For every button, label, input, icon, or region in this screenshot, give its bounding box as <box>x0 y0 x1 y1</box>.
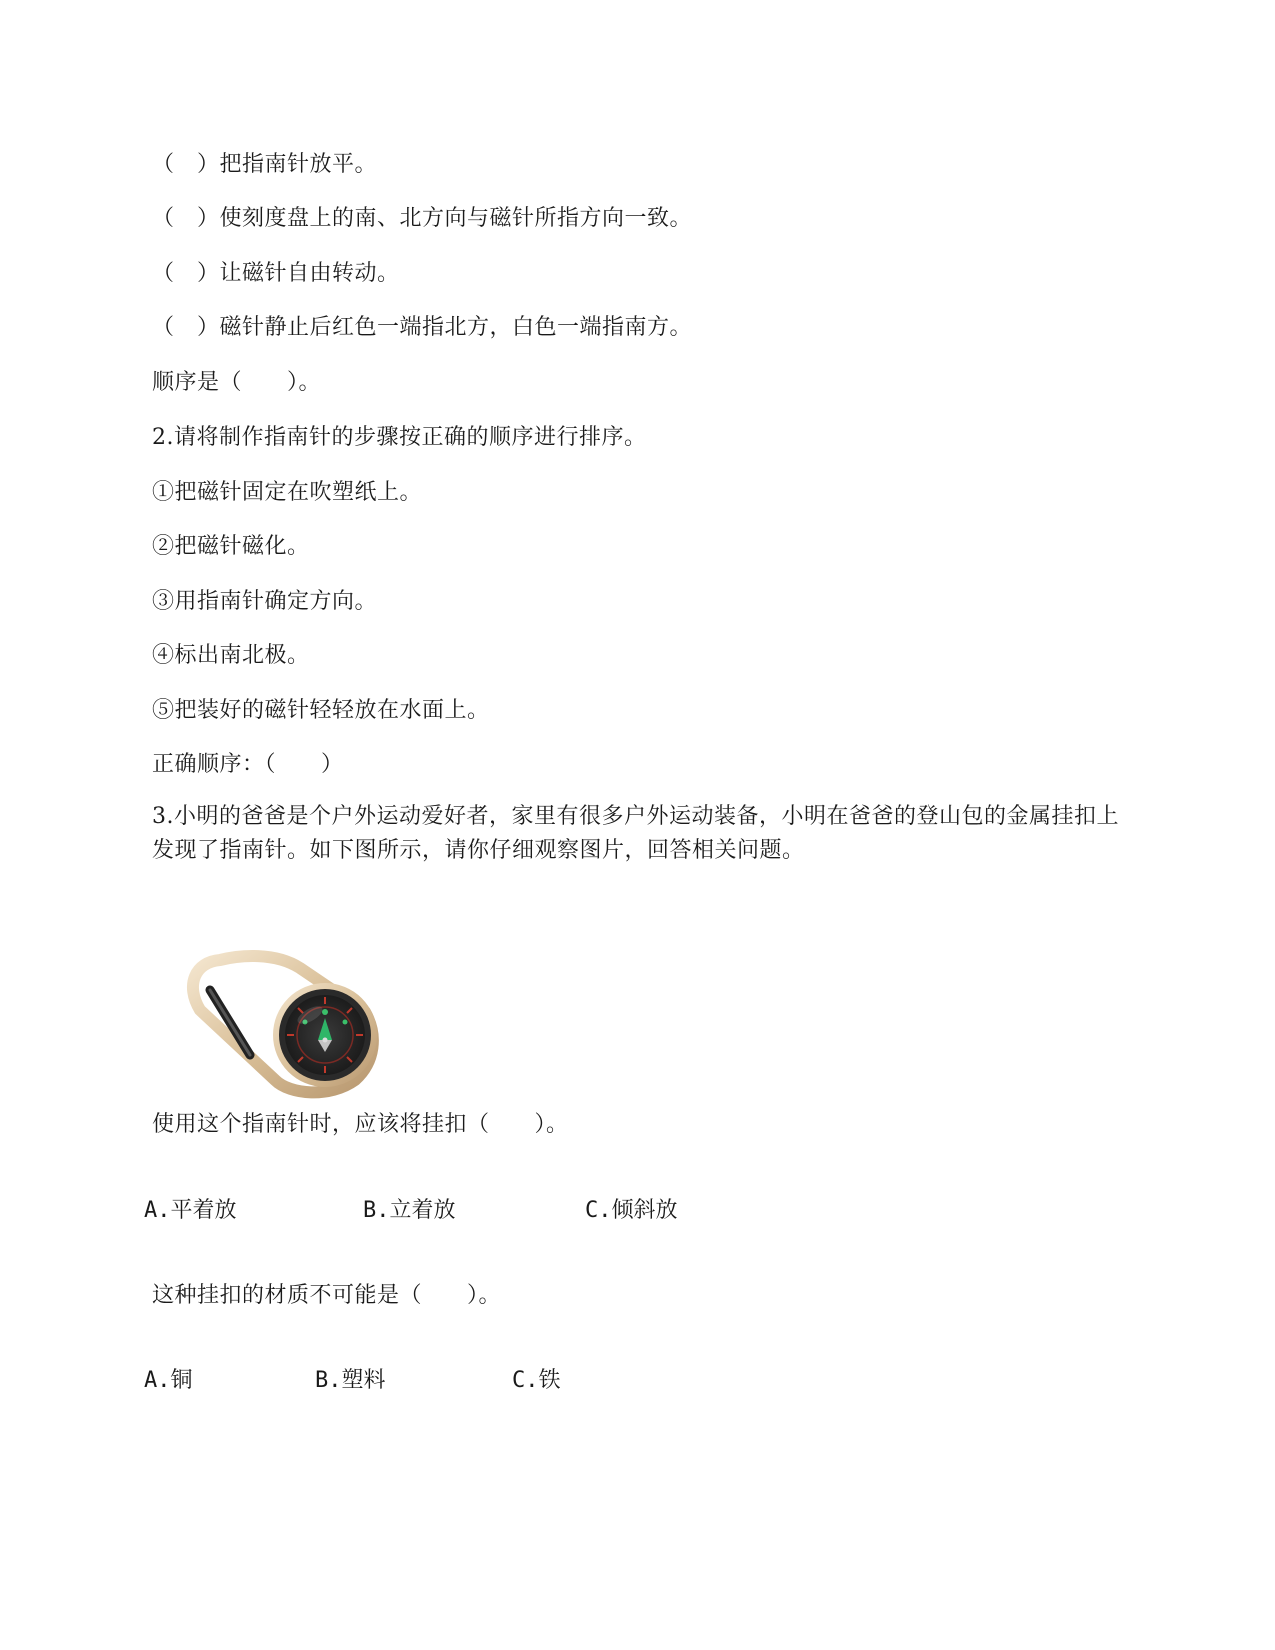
q2-order-prompt: 正确顺序：（ ） <box>152 752 344 777</box>
q3-question: 3.小明的爸爸是个户外运动爱好者，家里有很多户外运动装备，小明在爸爸的登山包的金属挂扣上发现了指南针。如下图所示，请你仔细观察图片，回答相关问题。 <box>152 804 1119 863</box>
q2-question: 2.请将制作指南针的步骤按正确的顺序进行排序。 <box>152 425 647 450</box>
q2-step-4: ④标出南北极。 <box>152 643 310 668</box>
q3-sub2-option-a: A.铜 <box>144 1368 193 1393</box>
carabiner-compass-image <box>180 940 390 1100</box>
q3-sub1-option-b: B.立着放 <box>363 1198 456 1223</box>
q3-sub1-option-a: A.平着放 <box>144 1198 237 1223</box>
q2-step-2: ②把磁针磁化。 <box>152 534 310 559</box>
q3-sub2-option-b: B.塑料 <box>315 1368 386 1393</box>
q1-step-2: （ ）使刻度盘上的南、北方向与磁针所指方向一致。 <box>152 206 693 231</box>
q1-step-3: （ ）让磁针自由转动。 <box>152 261 400 286</box>
q3-sub1-option-c: C.倾斜放 <box>585 1198 678 1223</box>
q1-order-prompt: 顺序是（ ）。 <box>152 370 322 395</box>
q3-sub2-option-c: C.铁 <box>512 1368 561 1393</box>
q2-step-3: ③用指南针确定方向。 <box>152 589 378 614</box>
q2-step-5: ⑤把装好的磁针轻轻放在水面上。 <box>152 698 490 723</box>
q1-step-4: （ ）磁针静止后红色一端指北方，白色一端指南方。 <box>152 315 693 340</box>
q2-step-1: ①把磁针固定在吹塑纸上。 <box>152 480 423 505</box>
q1-step-1: （ ）把指南针放平。 <box>152 152 378 177</box>
q3-sub2-prompt: 这种挂扣的材质不可能是（ ）。 <box>152 1283 502 1308</box>
q3-sub1-prompt: 使用这个指南针时，应该将挂扣（ ）。 <box>152 1112 569 1137</box>
